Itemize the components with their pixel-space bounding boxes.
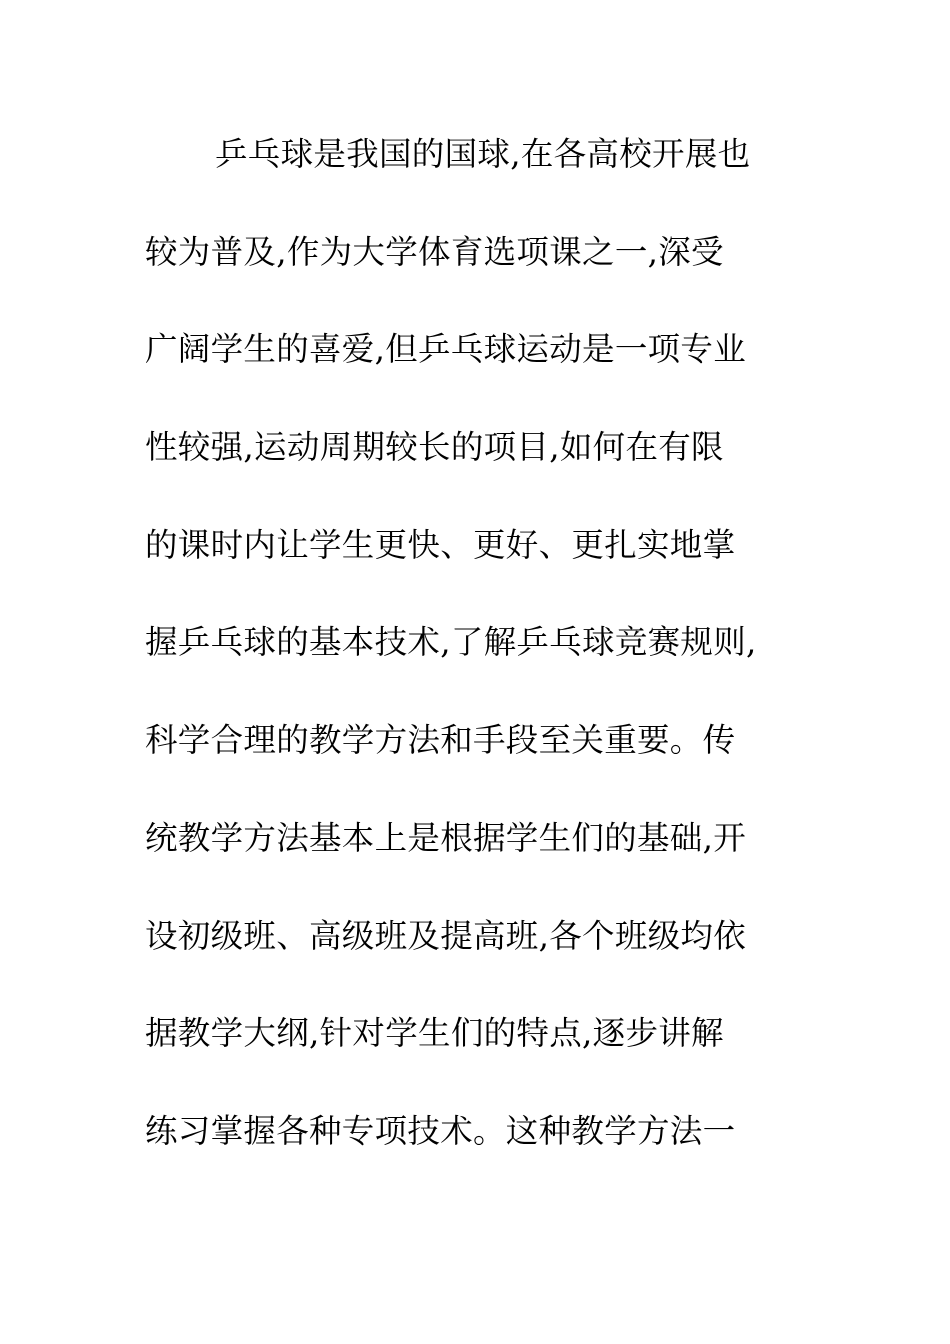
paragraph-line: 性较强,运动周期较长的项目,如何在有限 [145,428,724,467]
paragraph-line: 较为普及,作为大学体育选项课之一,深受 [145,232,724,271]
paragraph-line: 科学合理的教学方法和手段至关重要。传 [145,721,736,760]
paragraph-line: 握乒乓球的基本技术,了解乒乓球竞赛规则, [145,623,757,662]
paragraph-line: 广阔学生的喜爱,但乒乓球运动是一项专业 [145,330,747,369]
paragraph-line: 练习掌握各种专项技术。这种教学方法一 [145,1111,736,1150]
body-paragraph [145,128,825,1203]
paragraph-line: 设初级班、高级班及提高班,各个班级均依 [145,916,747,955]
paragraph-line: 的课时内让学生更快、更好、更扎实地掌 [145,525,736,564]
paragraph-line: 乒乓球是我国的国球,在各高校开展也 [215,135,751,173]
paragraph-line: 统教学方法基本上是根据学生们的基础,开 [145,818,747,857]
paragraph-line: 据教学大纲,针对学生们的特点,逐步讲解 [145,1014,724,1053]
